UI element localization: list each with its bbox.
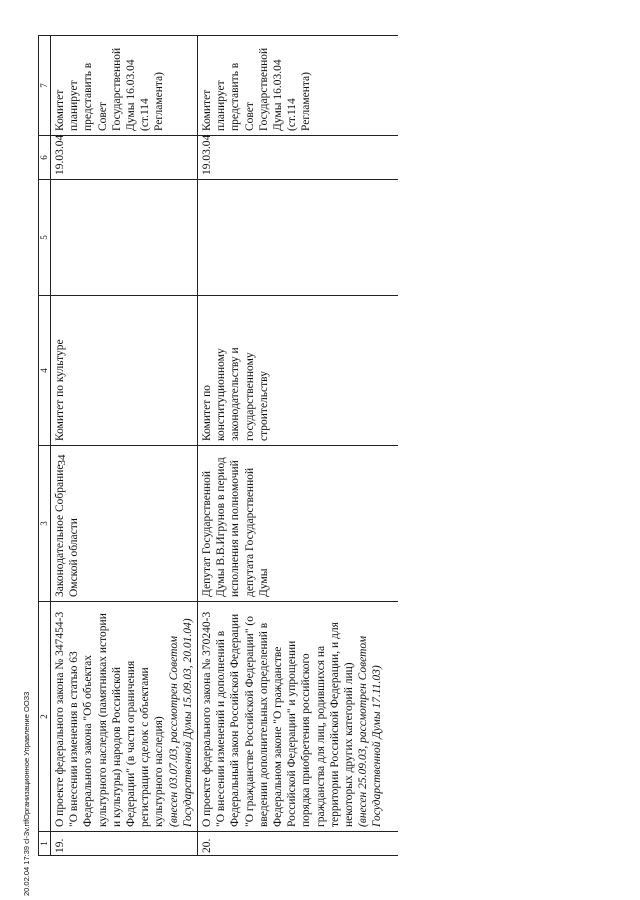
column-header-5: 5 bbox=[39, 180, 51, 296]
row-number: 19. bbox=[51, 832, 198, 856]
column-5-cell bbox=[198, 180, 398, 296]
document-footer: 20.02.04 17:39 сl-3v.rtfОрганизационное Управление ООЗ3 bbox=[22, 691, 31, 896]
bill-note: (внесен 25.09.03, рассмотрен Советом Государственной Думы 17.11.03) bbox=[357, 635, 384, 827]
column-header-1: 1 bbox=[39, 832, 51, 856]
column-5-cell bbox=[51, 180, 198, 296]
bill-description: "О внесении изменения в статью 63 Федерального закона "Об объектах культурного наследия (памятниках истории и культуры) народов Российской Федерации" (в части ограничения регистрации сделок с объектами культурного наследия) bbox=[68, 613, 166, 827]
date-cell: 19.03.04 bbox=[198, 136, 398, 180]
bill-cell bbox=[51, 602, 198, 832]
initiator-cell: Законодательное Собрание Омской области bbox=[51, 446, 198, 602]
column-header-2: 2 bbox=[39, 602, 51, 832]
bill-note: (внесен 03.07.03, рассмотрен Советом Государственной Думы 15.09.03, 20.01.04) bbox=[167, 618, 194, 827]
committee-cell: Комитет по конституционному законодательству и государственному строительству bbox=[198, 296, 398, 446]
column-header-3: 3 bbox=[39, 446, 51, 602]
column-header-7: 7 bbox=[39, 36, 51, 136]
initiator-cell: Депутат Государственной Думы В.В.Игрунов в период исполнения им полномочий депутата Государственной Думы bbox=[198, 446, 398, 602]
rotated-table-wrapper bbox=[38, 36, 598, 856]
page-number: 34 bbox=[56, 454, 68, 466]
plan-cell: Комитет планирует представить в Совет Государственной Думы 16.03.04 (ст.114 Регламента) bbox=[51, 36, 198, 136]
table-row bbox=[198, 36, 398, 856]
bill-title: О проекте федерального закона № 347454-3 bbox=[54, 611, 66, 827]
table-row bbox=[51, 36, 198, 856]
column-header-row bbox=[39, 36, 51, 856]
column-header-6: 6 bbox=[39, 136, 51, 180]
bill-description: "О внесении изменений и дополнений в Федеральный закон Российской Федерации "О гражданстве Российской Федерации" (о введении дополнительных определений в Федеральном законе "О гражданстве Российской Федерации" и упрощении порядка приобретения российского гражданства для лиц, родившихся на территории Российской Федерации, и для некоторых других категорий лиц) bbox=[215, 613, 356, 827]
plan-cell: Комитет планирует представить в Совет Государственной Думы 16.03.04 (ст.114 Регламента) bbox=[198, 36, 398, 136]
column-header-4: 4 bbox=[39, 296, 51, 446]
date-cell: 19.03.04 bbox=[51, 136, 198, 180]
committee-cell: Комитет по культуре bbox=[51, 296, 198, 446]
bill-cell bbox=[198, 602, 398, 832]
row-number: 20. bbox=[198, 832, 398, 856]
bill-title: О проекте федерального закона № 370240-3 bbox=[201, 611, 214, 827]
bills-table bbox=[38, 35, 398, 856]
